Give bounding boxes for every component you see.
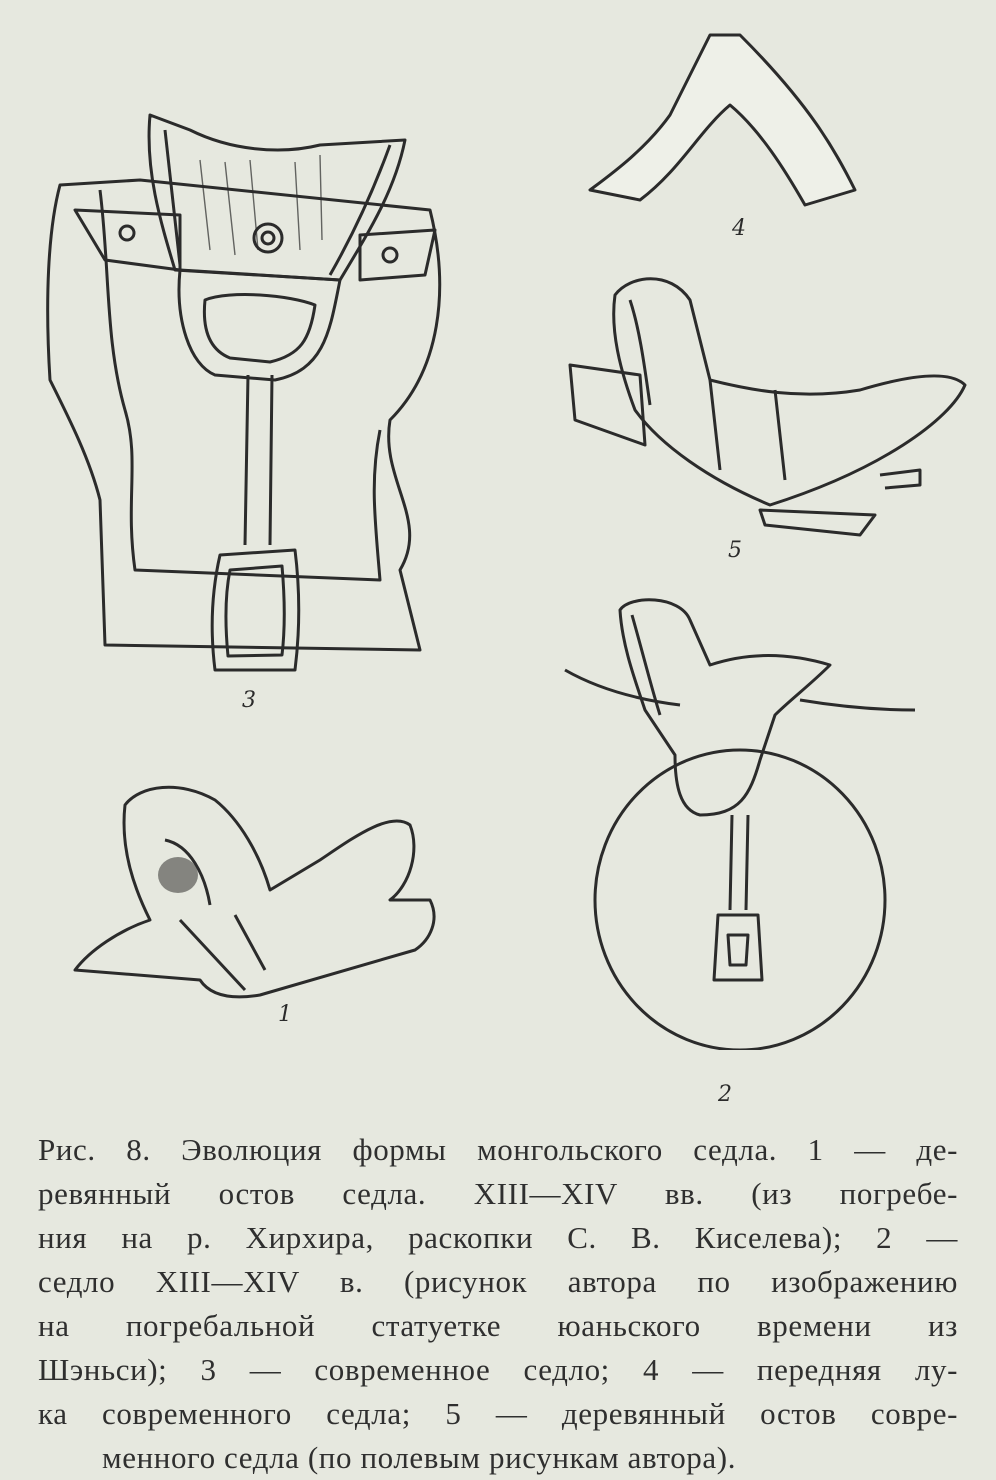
pommel-drawing-4 xyxy=(580,20,870,210)
figure-4-front-pommel xyxy=(580,20,870,241)
frame-drawing-5 xyxy=(560,270,980,550)
frame-drawing-1 xyxy=(70,780,450,1010)
caption-line-8: менного седла (по полевым рисункам автора). xyxy=(102,1440,737,1475)
saddle-drawing-3 xyxy=(30,100,470,690)
figure-3-modern-saddle xyxy=(30,100,470,713)
figure-5-wooden-frame xyxy=(560,270,980,563)
caption-line-2: ревянный остов седла. XIII—XIV вв. (из погребе- xyxy=(38,1176,958,1211)
caption-line-1: Рис. 8. Эволюция формы монгольского седла. 1 — де- xyxy=(38,1132,958,1167)
caption-line-3: ния на р. Хирхира, раскопки С. В. Киселева); 2 — xyxy=(38,1220,958,1255)
caption-line-5: на погребальной статуетке юаньского времени из xyxy=(38,1308,958,1343)
caption-line-6: Шэньси); 3 — современное седло; 4 — передняя лу- xyxy=(38,1352,958,1387)
caption-line-4: седло XIII—XIV в. (рисунок автора по изображению xyxy=(38,1264,958,1299)
figure-3-label: 3 xyxy=(242,688,256,713)
figure-2-label: 2 xyxy=(718,1082,732,1107)
figure-4-label: 4 xyxy=(732,216,746,241)
figure-1-label: 1 xyxy=(278,1002,292,1027)
figure-5-label: 5 xyxy=(728,538,742,563)
figure-2-saddle-xiii-xiv xyxy=(560,590,920,1107)
saddle-drawing-2 xyxy=(560,590,920,1050)
figure-1-wooden-frame-xiii-xiv xyxy=(70,780,450,1027)
caption-line-7: ка современного седла; 5 — деревянный остов совре- xyxy=(38,1396,958,1431)
figure-caption xyxy=(38,1128,958,1480)
